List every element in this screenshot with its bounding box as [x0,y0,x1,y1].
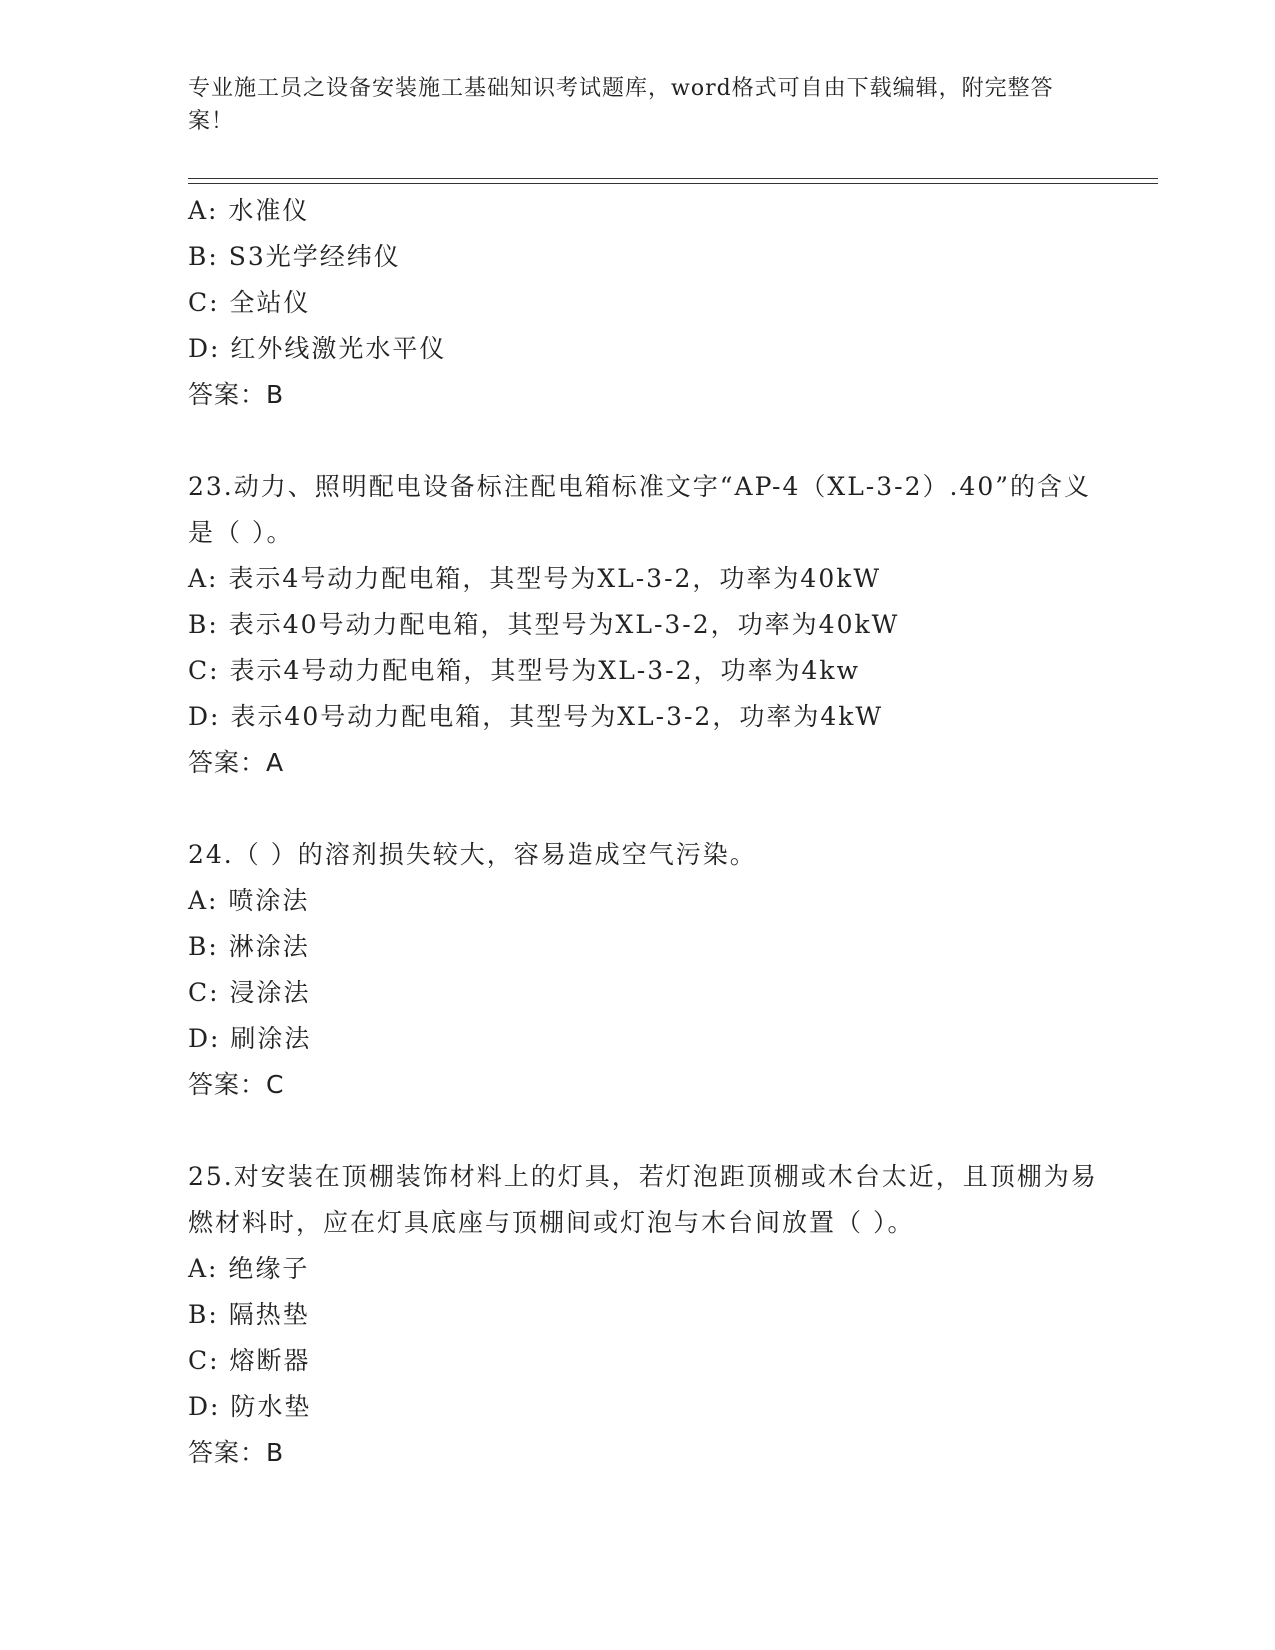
question-25 [188,1154,1108,1476]
option-c: C: 全站仪 [188,288,311,317]
answer-line: 答案：A [188,748,285,777]
option-b: B: 淋涂法 [188,932,310,961]
document-header: 专业施工员之设备安装施工基础知识考试题库，word格式可自由下载编辑，附完整答案！ [188,76,1054,134]
question-text: 24.（ ）的溶剂损失较大，容易造成空气污染。 [188,840,757,869]
option-c: C: 表示4号动力配电箱，其型号为XL-3-2，功率为4kw [188,656,860,685]
option-d: D: 防水垫 [188,1392,312,1421]
question-list [188,188,1108,1476]
option-b: B: 表示40号动力配电箱，其型号为XL-3-2，功率为40kW [188,610,900,639]
question-24 [188,832,1108,1108]
question-text: 25.对安装在顶棚装饰材料上的灯具，若灯泡距顶棚或木台太近，且顶棚为易燃材料时，应在灯具底座与顶棚间或灯泡与木台间放置（ ）。 [188,1162,1098,1237]
option-c: C: 浸涂法 [188,978,311,1007]
option-d: D: 刷涂法 [188,1024,312,1053]
header-divider-top [188,178,1158,179]
option-b: B: 隔热垫 [188,1300,310,1329]
header-divider-bottom [188,183,1158,184]
answer-line: 答案：B [188,1438,285,1467]
option-d: D: 表示40号动力配电箱，其型号为XL-3-2，功率为4kW [188,702,884,731]
option-a: A: 喷涂法 [188,886,310,915]
option-c: C: 熔断器 [188,1346,311,1375]
option-b: B: S3光学经纬仪 [188,242,401,271]
question-text: 23.动力、照明配电设备标注配电箱标准文字“AP-4（XL-3-2）.40”的含义是（ ）。 [188,472,1092,547]
option-a: A: 水准仪 [188,196,310,225]
option-a: A: 表示4号动力配电箱，其型号为XL-3-2，功率为40kW [188,564,882,593]
previous-question-options [188,188,1108,418]
answer-line: 答案：B [188,380,285,409]
option-a: A: 绝缘子 [188,1254,310,1283]
question-23 [188,464,1108,786]
answer-line: 答案：C [188,1070,285,1099]
option-d: D: 红外线激光水平仪 [188,334,447,363]
